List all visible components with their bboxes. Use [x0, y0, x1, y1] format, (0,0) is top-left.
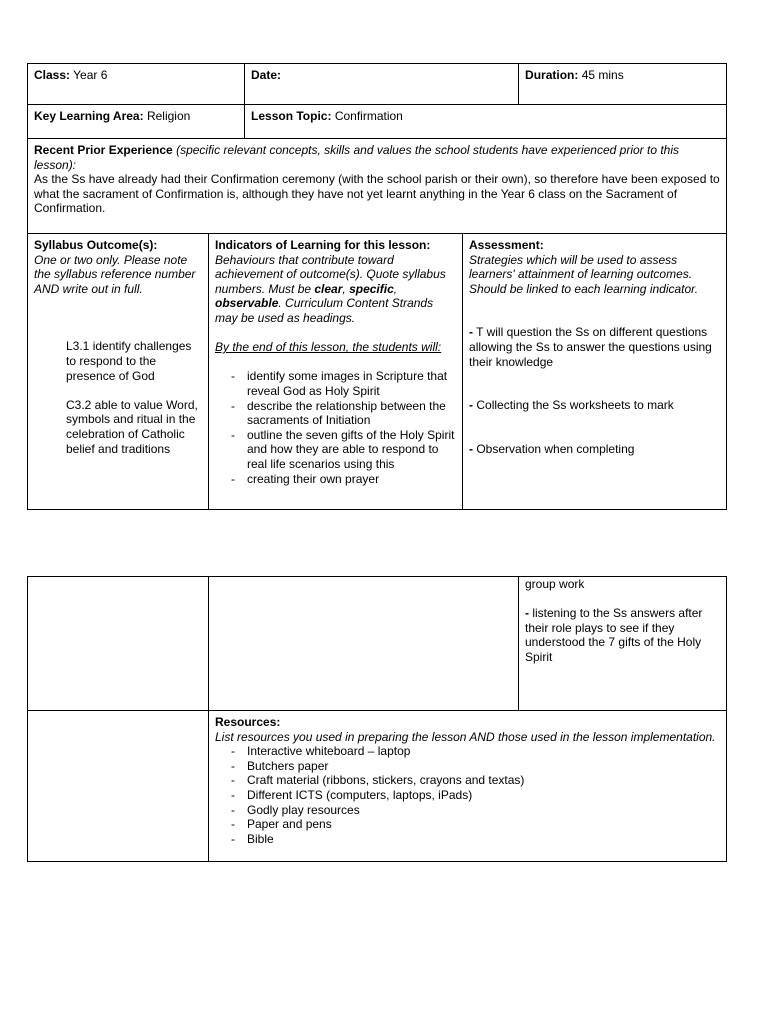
- syllabus-label: Syllabus Outcome(s):: [34, 238, 158, 252]
- indicators-continued-cell: [209, 577, 519, 711]
- duration-label: Duration:: [525, 68, 579, 82]
- assessment-cell: [463, 234, 727, 510]
- indicators-label: Indicators of Learning for this lesson:: [215, 238, 431, 252]
- resources-empty-cell: [28, 711, 209, 862]
- resource-item: - Craft material (ribbons, stickers, crayons and textas): [231, 773, 525, 788]
- indicator-item: - creating their own prayer: [231, 471, 380, 486]
- resource-item: - Godly play resources: [231, 802, 360, 817]
- resources-hint: List resources you used in preparing the lesson AND those used in the lesson implementation.: [215, 729, 716, 744]
- lesson-plan-table-page2: [27, 576, 727, 862]
- indicators-cell: [209, 234, 463, 510]
- topic-value: Confirmation: [334, 109, 403, 123]
- resources-label: Resources:: [215, 715, 281, 729]
- indicator-item: - outline the seven gifts of the Holy Spirit and how they are able to respond to real life scenarios using this: [231, 427, 455, 471]
- syllabus-continued-cell: [28, 577, 209, 711]
- assessment-continued-text: group work: [525, 577, 585, 591]
- resource-item: - Butchers paper: [231, 758, 329, 773]
- assessment-item: - Observation when completing: [469, 441, 635, 456]
- syllabus-outcome: L3.1 identify challenges to respond to the presence of God: [66, 339, 192, 383]
- indicator-item: - describe the relationship between the sacraments of Initiation: [231, 398, 446, 428]
- prior-experience-label: Recent Prior Experience: [34, 143, 173, 157]
- syllabus-outcome: C3.2 able to value Word, symbols and ritual in the celebration of Catholic belief and traditions: [66, 397, 198, 456]
- assessment-hint: Strategies which will be used to assess learners' attainment of learning outcomes. Should be linked to each learning indicator.: [469, 252, 699, 296]
- resources-cell: [209, 711, 727, 862]
- indicators-list: [215, 369, 457, 486]
- resource-item: - Bible: [231, 831, 274, 846]
- class-cell: [28, 64, 245, 105]
- resources-list: [215, 744, 721, 846]
- class-label: Class:: [34, 68, 71, 82]
- kla-cell: [28, 105, 245, 139]
- date-cell: [245, 64, 519, 105]
- syllabus-hint: One or two only. Please note the syllabus reference number AND write out in full.: [34, 252, 196, 296]
- syllabus-cell: [28, 234, 209, 510]
- class-value: Year 6: [73, 68, 108, 82]
- kla-label: Key Learning Area:: [34, 109, 144, 123]
- resource-item: - Interactive whiteboard – laptop: [231, 744, 411, 759]
- duration-value: 45 mins: [581, 68, 624, 82]
- indicator-item: - identify some images in Scripture that reveal God as Holy Spirit: [231, 369, 448, 398]
- topic-label: Lesson Topic:: [251, 109, 332, 123]
- assessment-item: - listening to the Ss answers after their role plays to see if they understood the 7 gifts of the Holy Spirit: [525, 606, 703, 664]
- kla-value: Religion: [146, 109, 191, 123]
- prior-experience-cell: [28, 139, 727, 234]
- assessment-item: - T will question the Ss on different questions allowing the Ss to answer the questions using their knowledge: [469, 325, 712, 369]
- resource-item: - Different ICTS (computers, laptops, iPads): [231, 787, 473, 802]
- assessment-label: Assessment:: [469, 238, 544, 252]
- prior-experience-text: As the Ss have already had their Confirmation ceremony (with the school parish or their own), so therefore have been exposed to what the sacrament of Confirmation is, although they have not yet learnt anything in the Year 6 class on the Sacrament of Confirmation.: [34, 172, 720, 216]
- topic-cell: [245, 105, 727, 139]
- indicators-intro: By the end of this lesson, the students will:: [215, 340, 442, 355]
- resource-item: - Paper and pens: [231, 817, 332, 832]
- indicators-hint: Behaviours that contribute toward achievement of outcome(s). Quote syllabus numbers. Must be clear, specific, observable. Curriculum Content Strands may be used as headings.: [215, 252, 446, 325]
- assessment-item: - Collecting the Ss worksheets to mark: [469, 398, 674, 413]
- lesson-plan-table-page1: [27, 63, 727, 510]
- duration-cell: [519, 64, 727, 105]
- prior-experience-hint: (specific relevant concepts, skills and values the school students have experienced prior to this lesson):: [34, 143, 680, 172]
- date-label: Date:: [251, 68, 282, 82]
- assessment-continued-cell: [519, 577, 727, 711]
